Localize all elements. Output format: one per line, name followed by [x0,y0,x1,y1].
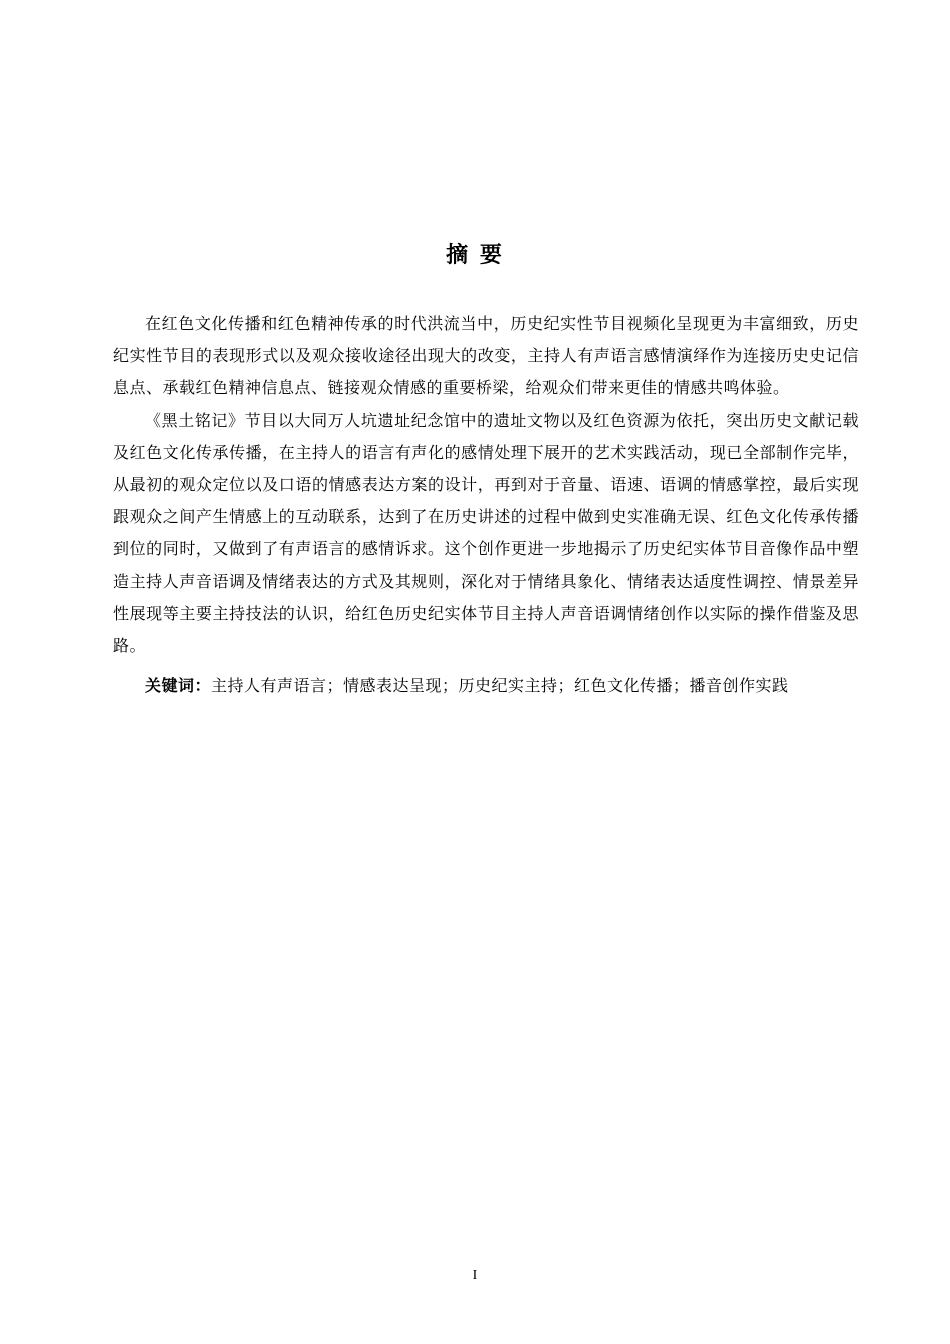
abstract-paragraph-1: 在红色文化传播和红色精神传承的时代洪流当中，历史纪实性节目视频化呈现更为丰富细致，历史纪实性节目的表现形式以及观众接收途径出现大的改变，主持人有声语言感情演绎作为连接历史史记信息点、承载红色精神信息点、链接观众情感的重要桥梁，给观众们带来更佳的情感共鸣体验。 [113,314,859,398]
keywords-text: 主持人有声语言；情感表达呈现；历史纪实主持；红色文化传播；播音创作实践 [211,676,789,696]
page-number: I [472,1268,478,1283]
abstract-title: 摘 要 [446,243,504,268]
abstract-body [113,308,859,702]
keywords-label: 关键词： [145,676,212,696]
keywords-line [113,670,859,702]
abstract-paragraph-2: 《黑土铭记》节目以大同万人坑遗址纪念馆中的遗址文物以及红色资源为依托，突出历史文献记载及红色文化传承传播，在主持人的语言有声化的感情处理下展开的艺术实践活动，现已全部制作完毕，从最初的观众定位以及口语的情感表达方案的设计，再到对于音量、语速、语调的情感掌控，最后实现跟观众之间产生情感上的互动联系，达到了在历史讲述的过程中做到史实准确无误、红色文化传承传播到位的同时，又做到了有声语言的感情诉求。这个创作更进一步地揭示了历史纪实体节目音像作品中塑造主持人声音语调及情绪表达的方式及其规则，深化对于情绪具象化、情绪表达适度性调控、情景差异性展现等主要主持技法的认识，给红色历史纪实体节目主持人声音语调情绪创作以实际的操作借鉴及思路。 [113,410,859,656]
